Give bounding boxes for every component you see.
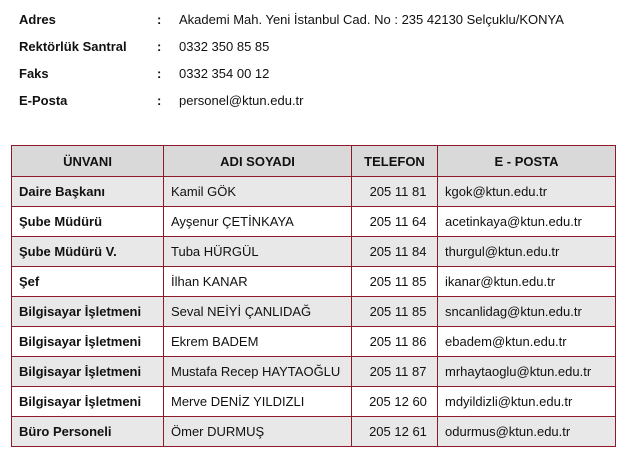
cell-title: Bilgisayar İşletmeni — [12, 297, 164, 327]
cell-name: İlhan KANAR — [164, 267, 352, 297]
column-header-email: E - POSTA — [438, 146, 616, 177]
table-row — [12, 237, 616, 267]
column-header-title: ÜNVANI — [12, 146, 164, 177]
table-row — [12, 417, 616, 447]
cell-phone: 205 11 86 — [352, 327, 438, 357]
cell-name: Ekrem BADEM — [164, 327, 352, 357]
contact-row-switchboard — [19, 38, 619, 65]
fax-colon: : — [157, 66, 162, 81]
address-label: Adres — [19, 12, 56, 27]
cell-email[interactable]: odurmus@ktun.edu.tr — [438, 417, 616, 447]
column-header-name: ADI SOYADI — [164, 146, 352, 177]
cell-title: Bilgisayar İşletmeni — [12, 327, 164, 357]
cell-email[interactable]: sncanlidag@ktun.edu.tr — [438, 297, 616, 327]
table-row — [12, 387, 616, 417]
cell-name: Ömer DURMUŞ — [164, 417, 352, 447]
contact-row-address — [19, 11, 619, 38]
cell-email[interactable]: kgok@ktun.edu.tr — [438, 177, 616, 207]
cell-email[interactable]: ebadem@ktun.edu.tr — [438, 327, 616, 357]
cell-name: Merve DENİZ YILDIZLI — [164, 387, 352, 417]
table-row — [12, 327, 616, 357]
cell-title: Şube Müdürü V. — [12, 237, 164, 267]
cell-title: Bilgisayar İşletmeni — [12, 387, 164, 417]
contact-row-email — [19, 92, 619, 119]
cell-phone: 205 11 84 — [352, 237, 438, 267]
contact-row-fax — [19, 65, 619, 92]
staff-table — [11, 145, 616, 447]
cell-email[interactable]: mrhaytaoglu@ktun.edu.tr — [438, 357, 616, 387]
cell-title: Şube Müdürü — [12, 207, 164, 237]
contact-info — [19, 11, 619, 119]
address-value: Akademi Mah. Yeni İstanbul Cad. No : 235 42130 Selçuklu/KONYA — [179, 12, 564, 27]
table-row — [12, 357, 616, 387]
column-header-phone: TELEFON — [352, 146, 438, 177]
cell-name: Kamil GÖK — [164, 177, 352, 207]
cell-title: Büro Personeli — [12, 417, 164, 447]
address-colon: : — [157, 12, 162, 27]
cell-name: Mustafa Recep HAYTAOĞLU — [164, 357, 352, 387]
cell-title: Daire Başkanı — [12, 177, 164, 207]
cell-phone: 205 11 85 — [352, 267, 438, 297]
switchboard-colon: : — [157, 39, 162, 54]
cell-phone: 205 11 87 — [352, 357, 438, 387]
cell-phone: 205 11 85 — [352, 297, 438, 327]
cell-name: Seval NEİYİ ÇANLIDAĞ — [164, 297, 352, 327]
cell-phone: 205 11 81 — [352, 177, 438, 207]
cell-email[interactable]: ikanar@ktun.edu.tr — [438, 267, 616, 297]
cell-phone: 205 12 61 — [352, 417, 438, 447]
cell-title: Şef — [12, 267, 164, 297]
table-row — [12, 297, 616, 327]
email-label: E-Posta — [19, 93, 68, 108]
cell-email[interactable]: mdyildizli@ktun.edu.tr — [438, 387, 616, 417]
table-row — [12, 267, 616, 297]
table-row — [12, 177, 616, 207]
cell-title: Bilgisayar İşletmeni — [12, 357, 164, 387]
cell-phone: 205 12 60 — [352, 387, 438, 417]
cell-name: Ayşenur ÇETİNKAYA — [164, 207, 352, 237]
table-row — [12, 207, 616, 237]
cell-email[interactable]: acetinkaya@ktun.edu.tr — [438, 207, 616, 237]
fax-value: 0332 354 00 12 — [179, 66, 270, 81]
cell-name: Tuba HÜRGÜL — [164, 237, 352, 267]
email-value[interactable]: personel@ktun.edu.tr — [179, 93, 304, 108]
email-colon: : — [157, 93, 162, 108]
cell-phone: 205 11 64 — [352, 207, 438, 237]
fax-label: Faks — [19, 66, 49, 81]
switchboard-label: Rektörlük Santral — [19, 39, 127, 54]
table-header-row — [12, 146, 616, 177]
switchboard-value: 0332 350 85 85 — [179, 39, 270, 54]
cell-email[interactable]: thurgul@ktun.edu.tr — [438, 237, 616, 267]
